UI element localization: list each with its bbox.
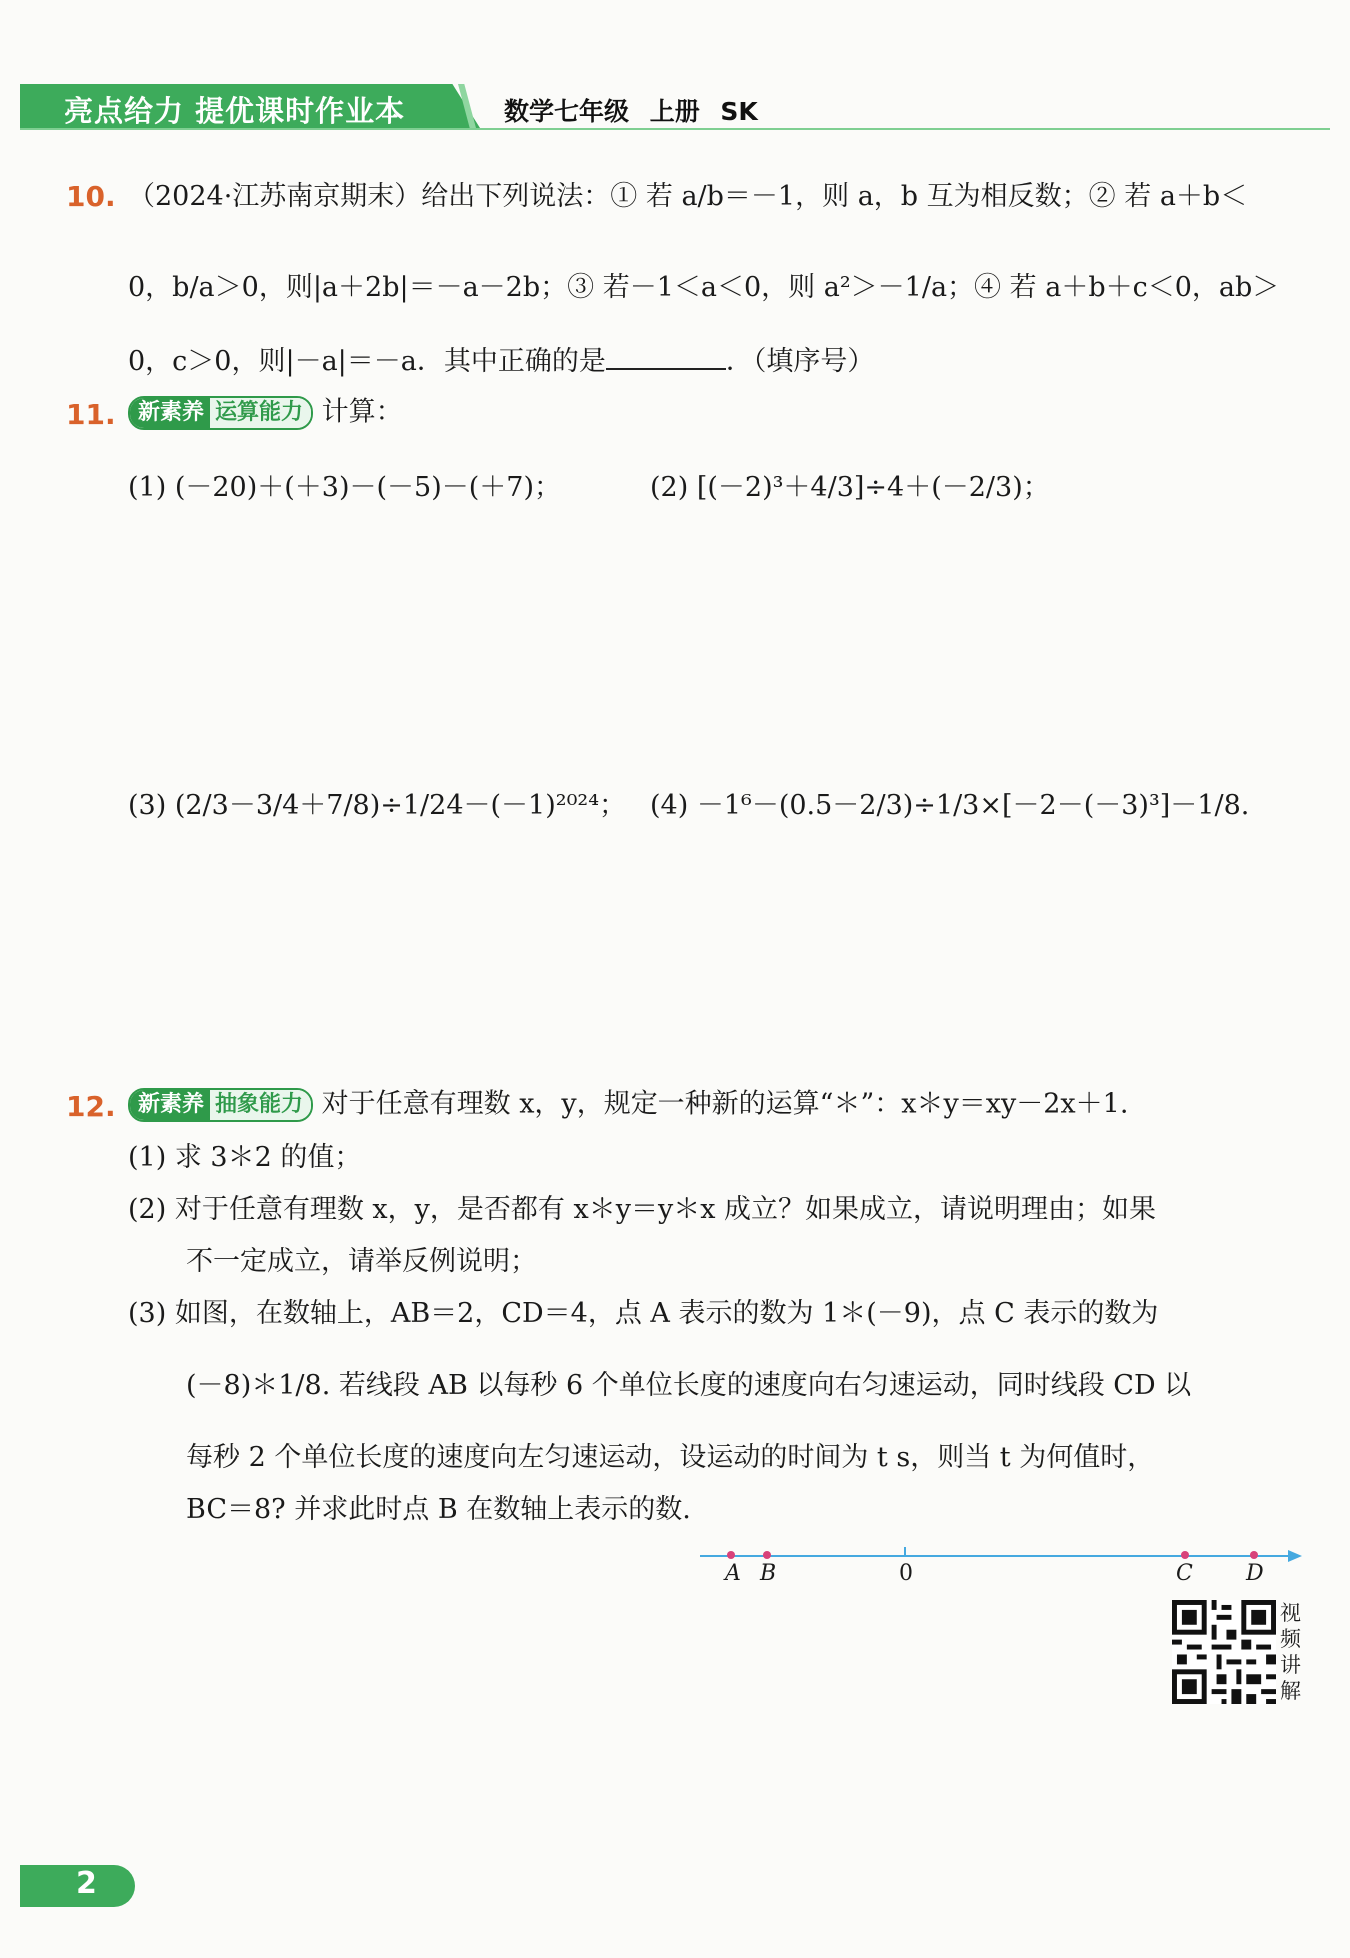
header-divider xyxy=(20,128,1330,130)
question-10-line-2: 0，b/a＞0，则|a＋2b|＝－a－2b；③ 若－1＜a＜0，则 a²＞－1/a；④ 若 a＋b＋c＜0，ab＞ xyxy=(128,272,1280,303)
book-title: 亮点给力 提优课时作业本 xyxy=(64,94,406,128)
qr-code-icon[interactable] xyxy=(1172,1600,1276,1704)
question-11-item-1: (1) (－20)＋(＋3)－(－5)－(＋7)； xyxy=(128,472,561,503)
question-10-line-1: （2024·江苏南京期末）给出下列说法：① 若 a/b＝－1，则 a，b 互为相反数；② 若 a＋b＜ xyxy=(128,181,1248,212)
number-line-arrow xyxy=(1288,1550,1302,1562)
point-b-marker xyxy=(763,1551,771,1559)
question-10-number: 10. xyxy=(66,180,116,213)
question-11-header xyxy=(128,396,403,430)
origin-tick xyxy=(904,1547,906,1557)
video-explanation-label: 视频讲解 xyxy=(1280,1601,1301,1703)
point-a-marker xyxy=(727,1551,735,1559)
question-11-item-2: (2) [(－2)³＋4/3]÷4＋(－2/3)； xyxy=(650,472,1050,503)
point-b-label: B xyxy=(760,1561,777,1586)
question-11-item-3: (3) (2/3－3/4＋7/8)÷1/24－(－1)²⁰²⁴； xyxy=(128,790,627,821)
competency-badge xyxy=(128,396,313,430)
question-12-part-2-line-2: 不一定成立，请举反例说明； xyxy=(186,1246,537,1277)
answer-blank[interactable] xyxy=(606,344,726,370)
point-d-label: D xyxy=(1246,1561,1264,1586)
badge-skill: 运算能力 xyxy=(210,398,311,428)
question-11-item-4: (4) －1⁶－(0.5－2/3)÷1/3×[－2－(－3)³]－1/8. xyxy=(650,790,1250,821)
page-number: 2 xyxy=(76,1866,97,1901)
question-12-part-2-line-1: (2) 对于任意有理数 x，y，是否都有 x＊y＝y＊x 成立？如果成立，请说明理由；如果 xyxy=(128,1194,1157,1225)
question-12-part-3-line-2: (－8)＊1/8. 若线段 AB 以每秒 6 个单位长度的速度向右匀速运动，同时线段 CD 以 xyxy=(186,1370,1192,1401)
question-12-part-1: (1) 求 3＊2 的值； xyxy=(128,1142,362,1173)
question-12-intro: 对于任意有理数 x，y，规定一种新的运算“＊”：x＊y＝xy－2x＋1. xyxy=(321,1088,1129,1120)
number-line xyxy=(700,1535,1310,1585)
question-12-part-3-line-3: 每秒 2 个单位长度的速度向左匀速运动，设运动的时间为 t s，则当 t 为何值时， xyxy=(186,1442,1155,1473)
point-c-marker xyxy=(1181,1551,1189,1559)
question-10-line-3 xyxy=(128,344,874,378)
competency-badge xyxy=(128,1088,313,1122)
question-10-statement: 0，c＞0，则|－a|＝－a．其中正确的是 xyxy=(128,346,606,377)
point-d-marker xyxy=(1250,1551,1258,1559)
badge-new-literacy: 新素养 xyxy=(130,398,210,428)
question-12-part-3-line-4: BC＝8? 并求此时点 B 在数轴上表示的数. xyxy=(186,1494,691,1525)
point-c-label: C xyxy=(1176,1561,1193,1586)
origin-label: 0 xyxy=(899,1561,913,1586)
point-a-label: A xyxy=(725,1561,741,1586)
badge-new-literacy: 新素养 xyxy=(130,1090,210,1120)
number-line-axis xyxy=(700,1555,1290,1557)
question-11-number: 11. xyxy=(66,398,116,431)
question-12-header xyxy=(128,1088,1128,1122)
question-11-prompt: 计算： xyxy=(321,396,403,428)
question-10-hint: ．（填序号） xyxy=(725,346,875,377)
badge-skill: 抽象能力 xyxy=(210,1090,311,1120)
subject-label: 数学七年级 上册 SK xyxy=(504,97,758,126)
question-12-part-3-line-1: (3) 如图，在数轴上，AB＝2，CD＝4，点 A 表示的数为 1＊(－9)，点 C 表示的数为 xyxy=(128,1298,1159,1329)
question-12-number: 12. xyxy=(66,1090,116,1123)
